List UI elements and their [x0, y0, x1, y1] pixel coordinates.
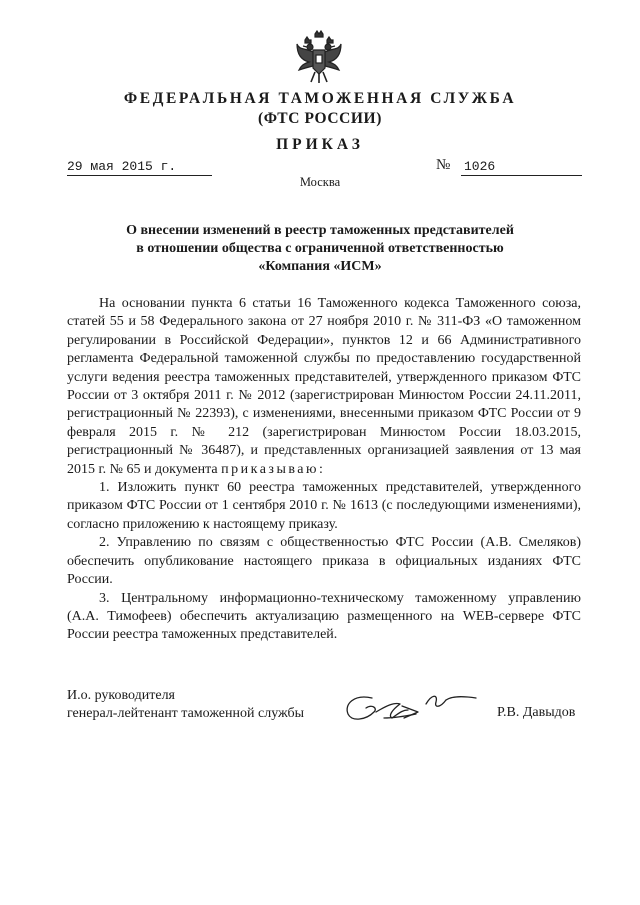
- issue-city: Москва: [299, 175, 341, 189]
- preamble-paragraph: [67, 295, 581, 479]
- handwritten-signature: [342, 688, 482, 728]
- subject-line: «Компания «ИСМ»: [258, 259, 382, 274]
- preamble-text: На основании пункта 6 статьи 16 Таможенного кодекса Таможенного союза, статей 55 и 58 Федерального закона от 27 ноября 2010 г. № 311-ФЗ «О таможенном регулировании в Российской Федерации», пунктов 12 и 66 Административного регламента Федеральной таможенной службы по предоставлению государственной услуги ведения реестра таможенных представителей, утвержденного приказом ФТС России от 3 октября 2011 г. № 2012 (зарегистрирован Минюстом России 24.11.2011, регистрационный № 22393), с изменениями, внесенными приказом ФТС России от 9 февраля 2015 г. № 212 (зарегистрирован Минюстом России 18.03.2015, регистрационный № 36487), и представленных организацией заявления от 13 мая 2015 г. № 65 и документа: [67, 296, 581, 477]
- order-item-3: 3. Центральному информационно-техническому таможенному управлению (А.А. Тимофеев) обеспечить актуализацию размещенного на WEB-сервере ФТС России реестра таможенных представителей.: [67, 590, 581, 643]
- position-line: И.о. руководителя: [67, 688, 176, 703]
- order-number: 1026: [461, 160, 582, 176]
- subject-line: в отношении общества с ограниченной ответственностью: [136, 241, 504, 256]
- number-sign: №: [436, 157, 451, 173]
- order-date: 29 мая 2015 г.: [67, 160, 212, 176]
- order-subject: [80, 222, 560, 276]
- agency-title: ФЕДЕРАЛЬНАЯ ТАМОЖЕННАЯ СЛУЖБА: [123, 90, 517, 107]
- order-body: [67, 295, 581, 645]
- order-item-2: 2. Управлению по связям с общественностью ФТС России (А.В. Смеляков) обеспечить опубликование настоящего приказа в официальных изданиях ФТС России.: [67, 535, 581, 588]
- agency-abbreviation: (ФТС РОССИИ): [258, 110, 382, 127]
- position-line: генерал-лейтенант таможенной службы: [67, 706, 305, 721]
- double-headed-eagle-icon: [295, 30, 343, 84]
- document-type: ПРИКАЗ: [276, 136, 364, 153]
- order-word: приказываю:: [221, 461, 326, 477]
- signatory-position: [67, 687, 304, 723]
- subject-line: О внесении изменений в реестр таможенных представителей: [126, 223, 514, 238]
- signatory-name: Р.В. Давыдов: [497, 705, 576, 720]
- order-item-1: 1. Изложить пункт 60 реестра таможенных представителей, утвержденного приказом ФТС России от 1 сентября 2010 г. № 1613 (с последующими изменениями), согласно приложению к настоящему приказу.: [67, 480, 581, 532]
